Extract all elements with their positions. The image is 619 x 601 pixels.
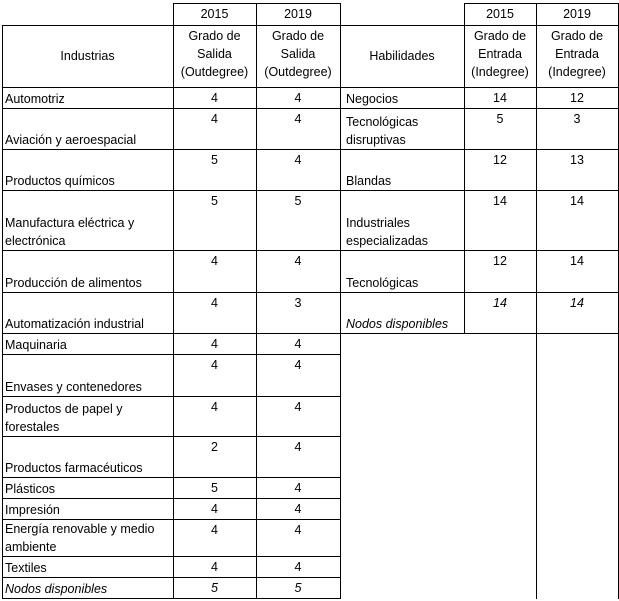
table-gridline-horizontal [173, 3, 341, 4]
outdegree-2019: 3 [294, 296, 302, 310]
skill-name: Industriales especializadas [346, 216, 428, 248]
industry-name: Productos de papel y forestales [5, 402, 123, 434]
left-year-2019: 2019 [284, 7, 312, 21]
industry-name: Manufactura eléctrica y electrónica [5, 216, 135, 248]
table-gridline-horizontal [2, 190, 619, 191]
table-gridline-vertical [536, 3, 537, 599]
outdegree-2015: 5 [211, 153, 218, 167]
outdegree-2015: 4 [211, 358, 218, 372]
table-gridline-horizontal [2, 292, 619, 293]
indegree-2019: 14 [570, 296, 584, 310]
table-gridline-horizontal [2, 87, 619, 88]
industry-name: Aviación y aeroespacial [5, 133, 137, 147]
skill-name: Tecnológicas disruptivas [346, 115, 419, 147]
table-gridline-horizontal [2, 498, 341, 499]
table-gridline-horizontal [2, 556, 341, 557]
left-year-2015: 2015 [200, 7, 229, 21]
indegree-2015: 14 [493, 194, 507, 208]
skill-name: Blandas [346, 174, 392, 188]
outdegree-2019: 4 [294, 400, 302, 414]
outdegree-2015: 5 [211, 194, 218, 208]
indegree-2019: 3 [573, 112, 581, 126]
indegree-2015: 12 [493, 254, 507, 268]
table-gridline-horizontal [2, 436, 341, 437]
industry-name: Envases y contenedores [5, 380, 142, 394]
indegree-2015: 14 [493, 91, 507, 105]
left-column-header: Industrias [60, 49, 115, 63]
table-gridline-horizontal [464, 3, 619, 4]
industry-name: Plásticos [5, 482, 56, 496]
table-gridline-vertical [464, 3, 465, 334]
left-column-2019: Grado de Salida (Outdegree) [264, 29, 332, 79]
outdegree-2015: 4 [211, 560, 218, 574]
outdegree-2019: 4 [294, 358, 302, 372]
table-gridline-horizontal [2, 354, 341, 355]
table-gridline-horizontal [2, 25, 619, 26]
indegree-2015: 12 [493, 153, 507, 167]
industry-name: Impresión [5, 503, 60, 517]
table-gridline-horizontal [2, 108, 619, 109]
indegree-2015: 5 [496, 112, 504, 126]
outdegree-2015: 5 [211, 581, 218, 595]
table-gridline-horizontal [2, 519, 341, 520]
indegree-2015: 14 [493, 296, 507, 310]
outdegree-2019: 5 [294, 581, 302, 595]
table-gridline-horizontal [2, 250, 619, 251]
outdegree-2019: 4 [294, 153, 302, 167]
right-column-2015: Grado de Entrada (Indegree) [471, 29, 529, 79]
indegree-2019: 13 [570, 153, 584, 167]
outdegree-2019: 4 [294, 523, 302, 537]
outdegree-2015: 4 [211, 337, 218, 351]
indegree-2019: 14 [570, 194, 584, 208]
table-gridline-vertical [340, 3, 341, 599]
skill-name: Nodos disponibles [346, 317, 449, 331]
industry-name: Automatización industrial [5, 317, 144, 331]
outdegree-2015: 5 [211, 481, 218, 495]
industry-name: Automotriz [5, 92, 65, 106]
table-gridline-vertical [2, 25, 3, 599]
industry-name: Producción de alimentos [5, 276, 142, 290]
outdegree-2019: 4 [294, 481, 302, 495]
right-year-2019: 2019 [563, 7, 591, 21]
table-gridline-horizontal [2, 396, 341, 397]
outdegree-2015: 4 [211, 254, 218, 268]
outdegree-2015: 4 [211, 296, 218, 310]
outdegree-2015: 4 [211, 502, 218, 516]
table-gridline-horizontal [2, 477, 341, 478]
outdegree-2019: 4 [294, 337, 302, 351]
industry-name: Textiles [5, 561, 47, 575]
industry-name: Maquinaria [5, 338, 67, 352]
outdegree-2015: 2 [211, 440, 218, 454]
right-year-2015: 2015 [486, 7, 514, 21]
table-gridline-vertical [173, 3, 174, 599]
right-column-2019: Grado de Entrada (Indegree) [548, 29, 606, 79]
table-gridline-horizontal [2, 333, 619, 334]
industry-name: Productos químicos [5, 174, 115, 188]
left-column-2015: Grado de Salida (Outdegree) [180, 29, 249, 79]
outdegree-2019: 4 [294, 502, 302, 516]
indegree-2019: 12 [570, 91, 584, 105]
outdegree-2019: 4 [294, 112, 302, 126]
industry-name: Nodos disponibles [5, 582, 108, 596]
outdegree-2019: 5 [294, 194, 302, 208]
indegree-2019: 14 [570, 254, 584, 268]
outdegree-2015: 4 [211, 400, 218, 414]
outdegree-2019: 4 [294, 91, 302, 105]
skill-name: Tecnológicas [346, 276, 419, 290]
table-gridline-vertical [256, 3, 257, 599]
outdegree-2015: 4 [211, 112, 218, 126]
skill-name: Negocios [346, 92, 399, 106]
outdegree-2015: 4 [211, 91, 218, 105]
industry-name: Energía renovable y medio ambiente [5, 522, 155, 554]
table-gridline-horizontal [2, 598, 341, 599]
outdegree-2019: 4 [294, 254, 302, 268]
table-gridline-horizontal [2, 149, 619, 150]
right-column-header: Habilidades [369, 49, 435, 63]
table-gridline-horizontal [2, 577, 341, 578]
outdegree-2015: 4 [211, 523, 218, 537]
outdegree-2019: 4 [294, 560, 302, 574]
industry-name: Productos farmacéuticos [5, 461, 143, 475]
outdegree-2019: 4 [294, 440, 302, 454]
